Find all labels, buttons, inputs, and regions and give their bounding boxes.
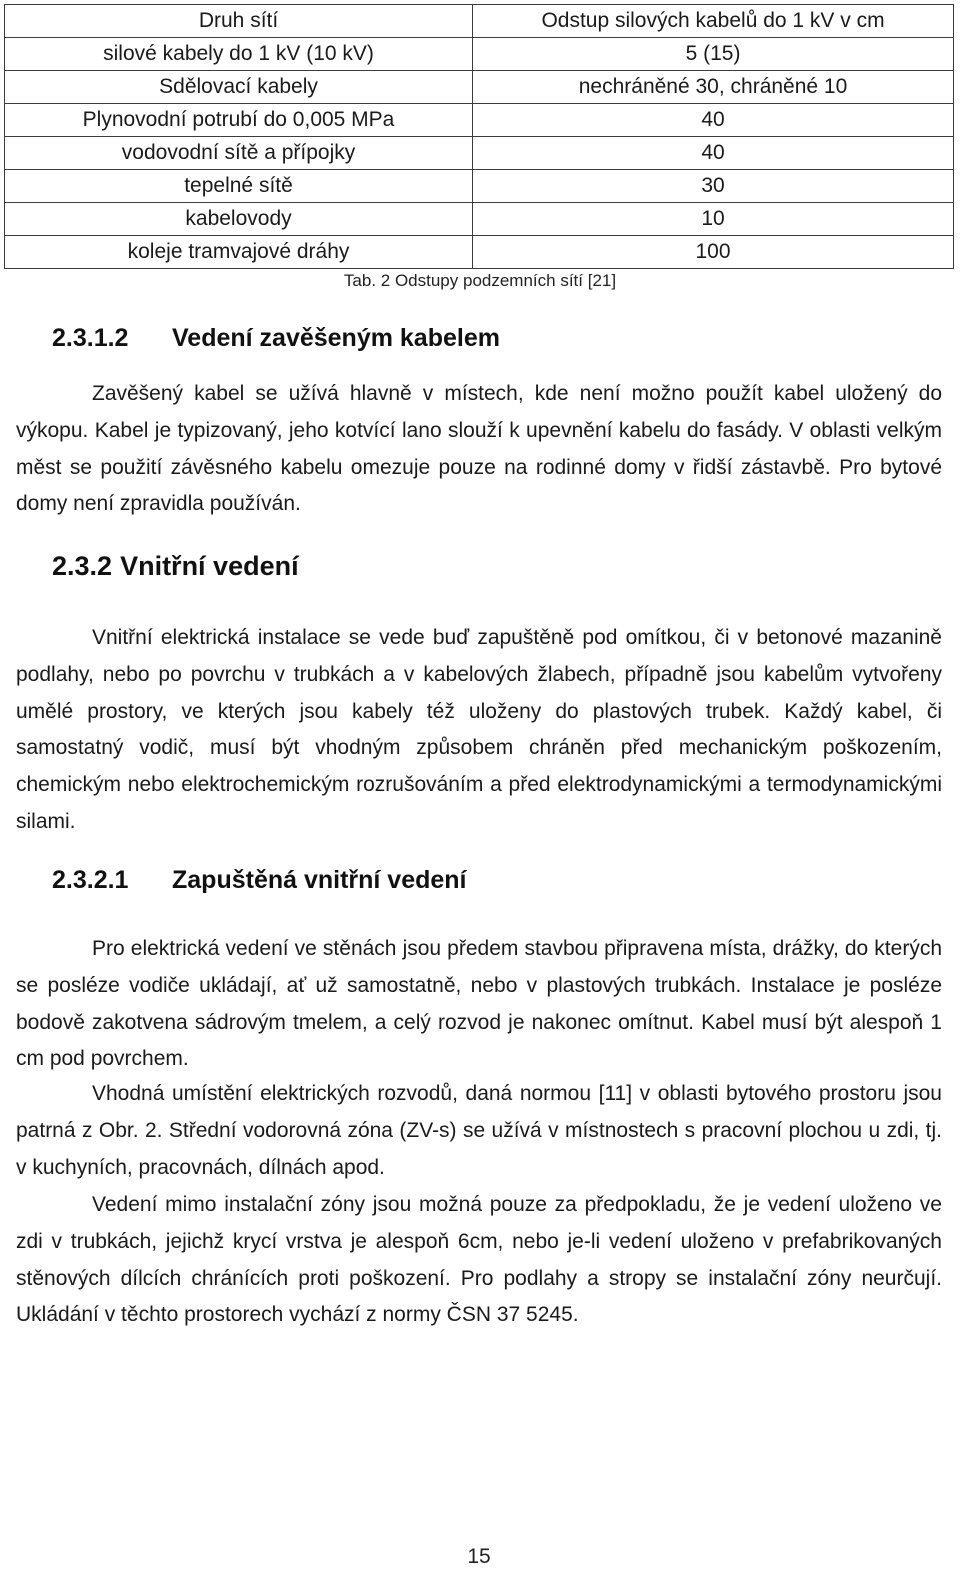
underground-networks-table: [4, 4, 954, 269]
table-cell: silové kabely do 1 kV (10 kV): [5, 38, 473, 71]
table-cell: Sdělovací kabely: [5, 71, 473, 104]
table-cell: 30: [473, 170, 954, 203]
table-cell: 40: [473, 104, 954, 137]
section-title: Zapuštěná vnitřní vedení: [172, 866, 467, 894]
table-cell: 5 (15): [473, 38, 954, 71]
table-header-cell: Odstup silových kabelů do 1 kV v cm: [473, 5, 954, 38]
section-heading: [52, 551, 299, 582]
section-number: 2.3.2: [52, 551, 113, 581]
table-row: [5, 137, 954, 170]
table-row: [5, 203, 954, 236]
table-header-cell: Druh sítí: [5, 5, 473, 38]
table-caption: Tab. 2 Odstupy podzemních sítí [21]: [343, 271, 617, 290]
section-title: Vnitřní vedení: [120, 551, 299, 581]
paragraph: Pro elektrická vedení ve stěnách jsou předem stavbou připravena místa, drážky, do kterých se posléze vodiče ukládají, ať už samostatně, nebo v plastových trubkách. Instalace je posléze bodově zakotvena sádrovým tmelem, a celý rozvod je nakonec omítnut. Kabel musí být alespoň 1 cm pod povrchem.: [16, 937, 942, 1071]
table-cell: koleje tramvajové dráhy: [5, 236, 473, 269]
section-title: Vedení zavěšeným kabelem: [172, 324, 500, 352]
table-row: [5, 236, 954, 269]
table-cell: vodovodní sítě a přípojky: [5, 137, 473, 170]
section-number: 2.3.1.2: [52, 324, 129, 352]
table-cell: tepelné sítě: [5, 170, 473, 203]
page-number: 15: [467, 1545, 491, 1568]
table-cell: 100: [473, 236, 954, 269]
paragraph: Vhodná umístění elektrických rozvodů, daná normou [11] v oblasti bytového prostoru jsou patrná z Obr. 2. Střední vodorovná zóna (ZV-s) se užívá v místnostech s pracovní plochou u zdi, tj. v kuchyních, pracovnách, dílnách apod.: [16, 1082, 942, 1179]
paragraph: Vnitřní elektrická instalace se vede buď zapuštěně pod omítkou, či v betonové mazanině podlahy, nebo po povrchu v trubkách a v kabelových žlabech, případně jsou kabelům vytvořeny umělé prostory, ve kterých jsou kabely též uloženy do plastových trubek. Každý kabel, či samostatný vodič, musí být vhodným způsobem chráněn před mechanickým poškozením, chemickým nebo elektrochemickým rozrušováním a před elektrodynamickými a termodynamickými silami.: [16, 626, 942, 833]
paragraph: Vedení mimo instalační zóny jsou možná pouze za předpokladu, že je vedení uloženo ve zdi v trubkách, jejichž krycí vrstva je alespoň 6cm, nebo je-li vedení uloženo v prefabrikovaných stěnových dílcích chránících proti poškození. Pro podlahy a stropy se instalační zóny neurčují. Ukládání v těchto prostorech vychází z normy ČSN 37 5245.: [16, 1193, 942, 1327]
table-header-row: [5, 5, 954, 38]
table-row: [5, 71, 954, 104]
table-cell: Plynovodní potrubí do 0,005 MPa: [5, 104, 473, 137]
paragraph: Zavěšený kabel se užívá hlavně v místech, kde není možno použít kabel uložený do výkopu. Kabel je typizovaný, jeho kotvící lano slouží k upevnění kabelu do fasády. V oblasti velkým měst se použití závěsného kabelu omezuje pouze na rodinné domy v řidší zástavbě. Pro bytové domy není zpravidla používán.: [16, 382, 942, 516]
table-cell: 10: [473, 203, 954, 236]
table-cell: nechráněné 30, chráněné 10: [473, 71, 954, 104]
table-row: [5, 104, 954, 137]
section-heading: [52, 866, 467, 895]
table-row: [5, 38, 954, 71]
section-number: 2.3.2.1: [52, 866, 129, 894]
table-cell: kabelovody: [5, 203, 473, 236]
table-cell: 40: [473, 137, 954, 170]
section-heading: [52, 324, 500, 353]
table-row: [5, 170, 954, 203]
